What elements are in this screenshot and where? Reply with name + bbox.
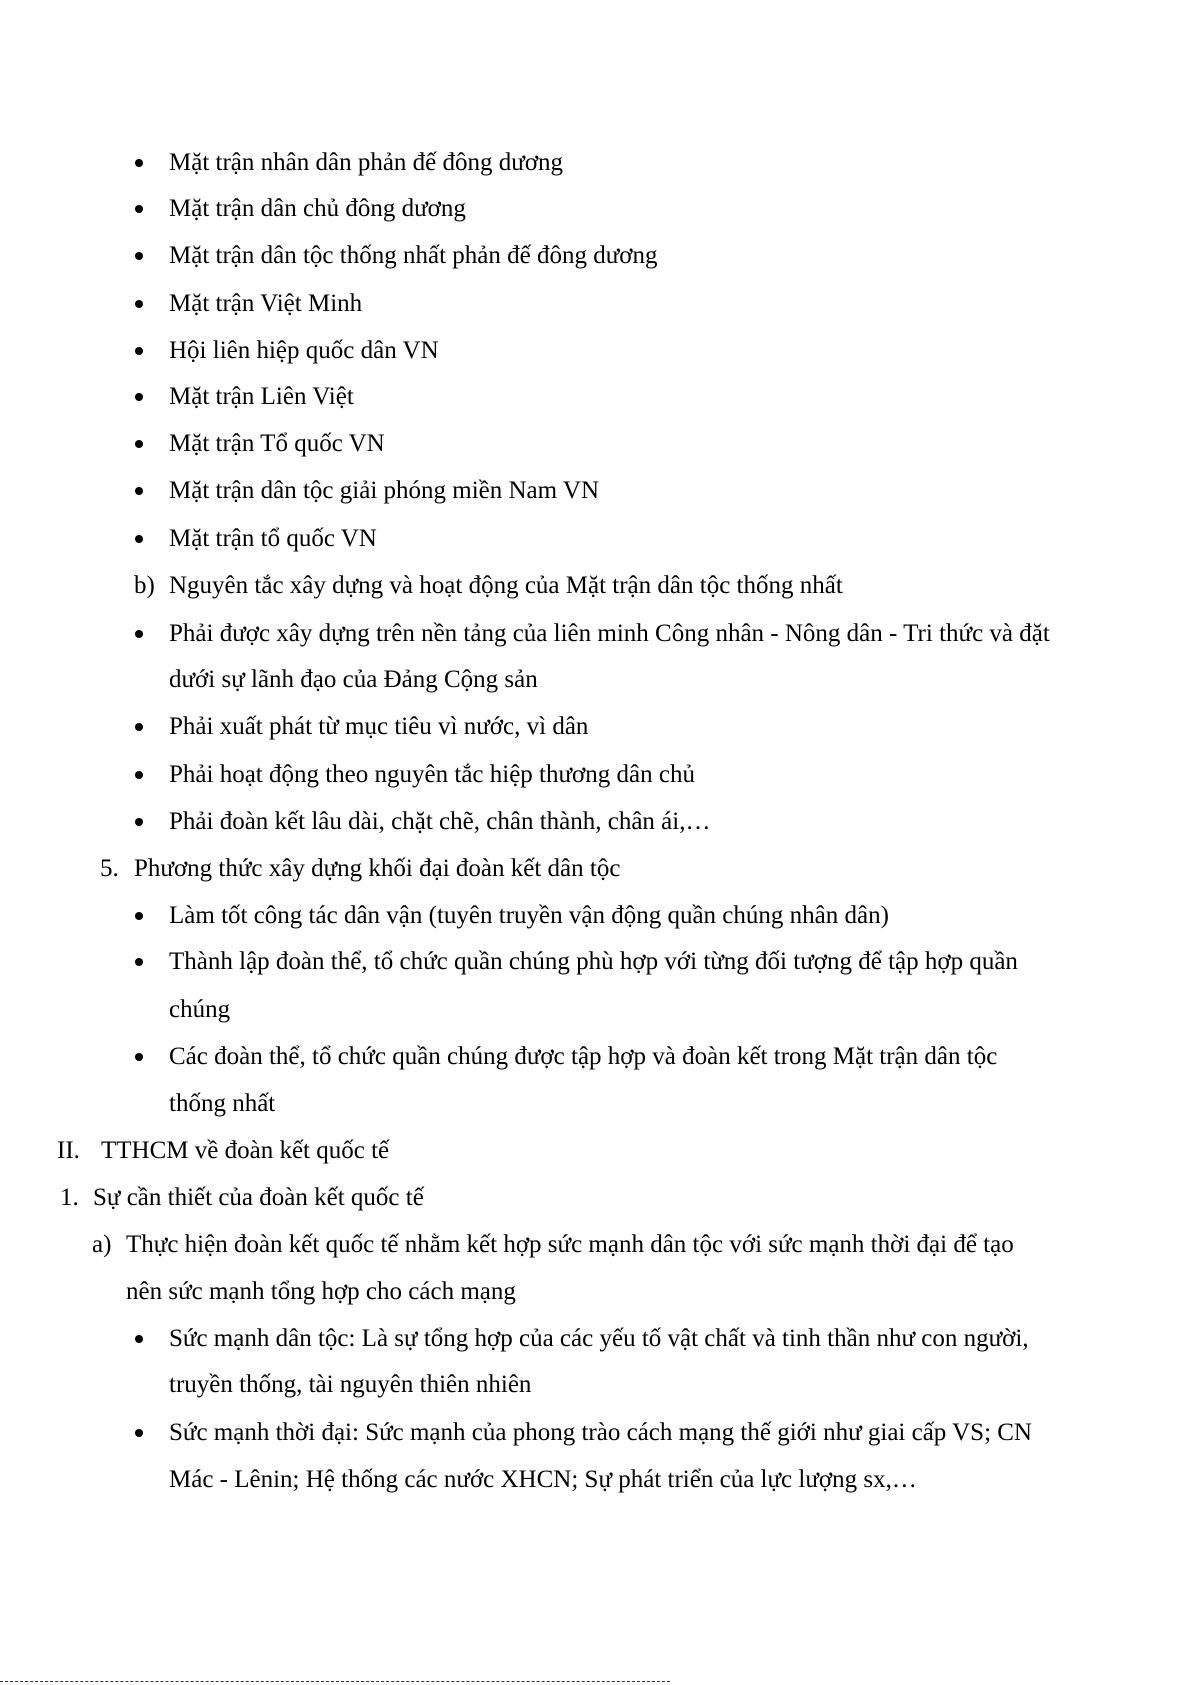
bullet-icon bbox=[135, 300, 143, 308]
principle-item-continuation: dưới sự lãnh đạo của Đảng Cộng sản bbox=[169, 666, 538, 693]
front-item: Mặt trận Tổ quốc VN bbox=[169, 430, 385, 457]
bullet-icon bbox=[135, 771, 143, 779]
section-a-heading: Thực hiện đoàn kết quốc tế nhằm kết hợp sức mạnh dân tộc với sức mạnh thời đại để tạo bbox=[126, 1231, 1014, 1258]
strength-item: Sức mạnh thời đại: Sức mạnh của phong trào cách mạng thế giới như giai cấp VS; CN bbox=[169, 1419, 1032, 1446]
method-item-continuation: chúng bbox=[169, 996, 231, 1023]
front-item: Mặt trận tổ quốc VN bbox=[169, 525, 377, 552]
method-item-continuation: thống nhất bbox=[169, 1090, 276, 1117]
section-a-heading-continuation: nên sức mạnh tổng hợp cho cách mạng bbox=[126, 1278, 516, 1305]
bullet-icon bbox=[135, 958, 143, 966]
section-1-heading: Sự cần thiết của đoàn kết quốc tế bbox=[93, 1184, 424, 1211]
bullet-icon bbox=[135, 252, 143, 260]
bullet-icon bbox=[135, 818, 143, 826]
bullet-icon bbox=[135, 1053, 143, 1061]
bullet-icon bbox=[135, 1335, 143, 1343]
bullet-icon bbox=[135, 205, 143, 213]
method-item: Làm tốt công tác dân vận (tuyên truyền vận động quần chúng nhân dân) bbox=[169, 902, 889, 929]
principle-item: Phải hoạt động theo nguyên tắc hiệp thương dân chủ bbox=[169, 761, 695, 788]
principle-item: Phải được xây dựng trên nền tảng của liên minh Công nhân - Nông dân - Tri thức và đặt bbox=[169, 620, 1050, 647]
bullet-icon bbox=[135, 159, 143, 167]
section-1-marker: 1. bbox=[60, 1184, 79, 1211]
bullet-icon bbox=[135, 723, 143, 731]
bullet-icon bbox=[135, 912, 143, 920]
footer-divider bbox=[0, 1681, 670, 1682]
bullet-icon bbox=[135, 347, 143, 355]
bullet-icon bbox=[135, 1429, 143, 1437]
strength-item: Sức mạnh dân tộc: Là sự tổng hợp của các yếu tố vật chất và tinh thần như con người, bbox=[169, 1325, 1029, 1352]
section-5-heading: Phương thức xây dựng khối đại đoàn kết dân tộc bbox=[134, 855, 621, 882]
front-item: Hội liên hiệp quốc dân VN bbox=[169, 337, 439, 364]
principle-item: Phải xuất phát từ mục tiêu vì nước, vì dân bbox=[169, 713, 589, 740]
section-ii-heading: TTHCM về đoàn kết quốc tế bbox=[101, 1137, 390, 1164]
section-b-heading: Nguyên tắc xây dựng và hoạt động của Mặt trận dân tộc thống nhất bbox=[169, 572, 843, 599]
strength-item-continuation: truyền thống, tài nguyên thiên nhiên bbox=[169, 1371, 532, 1398]
method-item: Các đoàn thể, tổ chức quần chúng được tập hợp và đoàn kết trong Mặt trận dân tộc bbox=[169, 1043, 998, 1070]
front-item: Mặt trận dân tộc giải phóng miền Nam VN bbox=[169, 477, 600, 504]
section-ii-marker: II. bbox=[57, 1137, 80, 1164]
bullet-icon bbox=[135, 393, 143, 401]
section-b-marker: b) bbox=[134, 572, 155, 599]
method-item: Thành lập đoàn thể, tổ chức quần chúng phù hợp với từng đối tượng để tập hợp quần bbox=[169, 948, 1018, 975]
strength-item-continuation: Mác - Lênin; Hệ thống các nước XHCN; Sự phát triển của lực lượng sx,… bbox=[169, 1466, 917, 1493]
front-item: Mặt trận Việt Minh bbox=[169, 290, 363, 317]
front-item: Mặt trận dân tộc thống nhất phản đế đông dương bbox=[169, 242, 658, 269]
bullet-icon bbox=[135, 487, 143, 495]
bullet-icon bbox=[135, 440, 143, 448]
bullet-icon bbox=[135, 535, 143, 543]
front-item: Mặt trận nhân dân phản đế đông dương bbox=[169, 149, 564, 176]
principle-item: Phải đoàn kết lâu dài, chặt chẽ, chân thành, chân ái,… bbox=[169, 808, 711, 835]
section-a-marker: a) bbox=[92, 1231, 112, 1258]
front-item: Mặt trận dân chủ đông dương bbox=[169, 195, 466, 222]
bullet-icon bbox=[135, 630, 143, 638]
section-5-marker: 5. bbox=[100, 855, 119, 882]
front-item: Mặt trận Liên Việt bbox=[169, 383, 354, 410]
